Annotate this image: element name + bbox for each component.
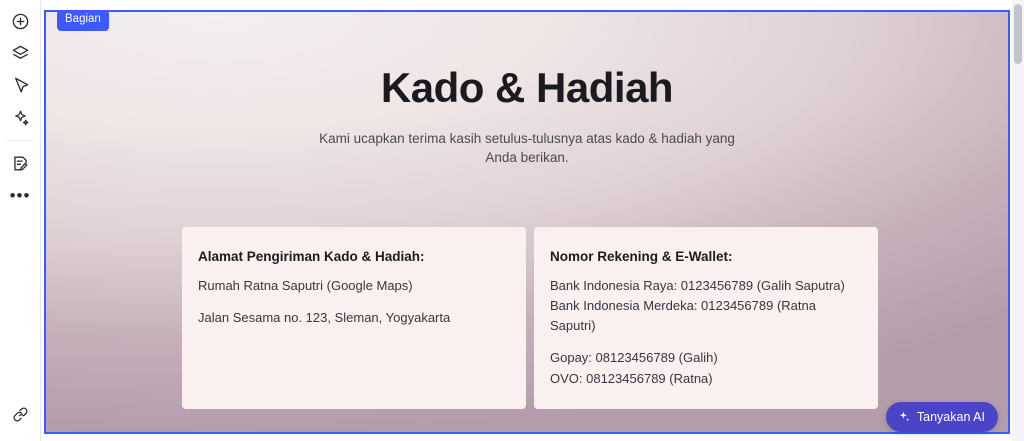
card-spacer bbox=[550, 336, 862, 348]
card-title: Nomor Rekening & E-Wallet: bbox=[550, 249, 733, 264]
add-element-icon[interactable] bbox=[4, 6, 36, 36]
canvas-area bbox=[41, 0, 1012, 441]
vertical-scrollbar-track[interactable] bbox=[1012, 0, 1024, 441]
bank-account-card[interactable] bbox=[534, 227, 878, 409]
card-title: Alamat Pengiriman Kado & Hadiah: bbox=[198, 249, 425, 264]
section-badge[interactable]: Bagian bbox=[57, 10, 109, 31]
info-cards bbox=[182, 227, 878, 409]
more-options-dots: ••• bbox=[9, 185, 31, 205]
card-line: OVO: 08123456789 (Ratna) bbox=[550, 370, 713, 386]
hero-block bbox=[46, 64, 1008, 168]
card-line: Bank Indonesia Merdeka: 0123456789 (Ratna Saputri) bbox=[550, 298, 816, 334]
card-line: Rumah Ratna Saputri (Google Maps) bbox=[198, 278, 413, 293]
selected-section-frame[interactable] bbox=[44, 10, 1010, 434]
layers-icon[interactable] bbox=[4, 38, 36, 68]
shipping-address-card[interactable] bbox=[182, 227, 526, 409]
card-line: Bank Indonesia Raya: 0123456789 (Galih Saputra) bbox=[550, 278, 845, 293]
edit-note-icon[interactable] bbox=[4, 148, 36, 178]
ask-ai-label: Tanyakan AI bbox=[916, 410, 985, 424]
link-chain-icon[interactable] bbox=[4, 399, 36, 429]
ask-ai-button[interactable] bbox=[886, 402, 998, 432]
hero-subtitle: Kami ucapkan terima kasih setulus-tulusnya atas kado & hadiah yang Anda berikan. bbox=[319, 131, 735, 166]
vertical-scrollbar-thumb[interactable] bbox=[1014, 4, 1022, 64]
card-line: Gopay: 08123456789 (Galih) bbox=[550, 350, 718, 366]
card-spacer bbox=[198, 296, 510, 308]
sparkles-icon bbox=[897, 410, 911, 424]
page-title: Kado & Hadiah bbox=[380, 64, 674, 111]
card-line: Jalan Sesama no. 123, Sleman, Yogyakarta bbox=[198, 310, 451, 326]
left-toolbar bbox=[0, 0, 41, 441]
toolbar-divider bbox=[7, 140, 33, 141]
sparkles-icon[interactable] bbox=[4, 102, 36, 132]
cursor-pointer-icon[interactable] bbox=[4, 70, 36, 100]
more-options-icon[interactable] bbox=[4, 180, 36, 210]
